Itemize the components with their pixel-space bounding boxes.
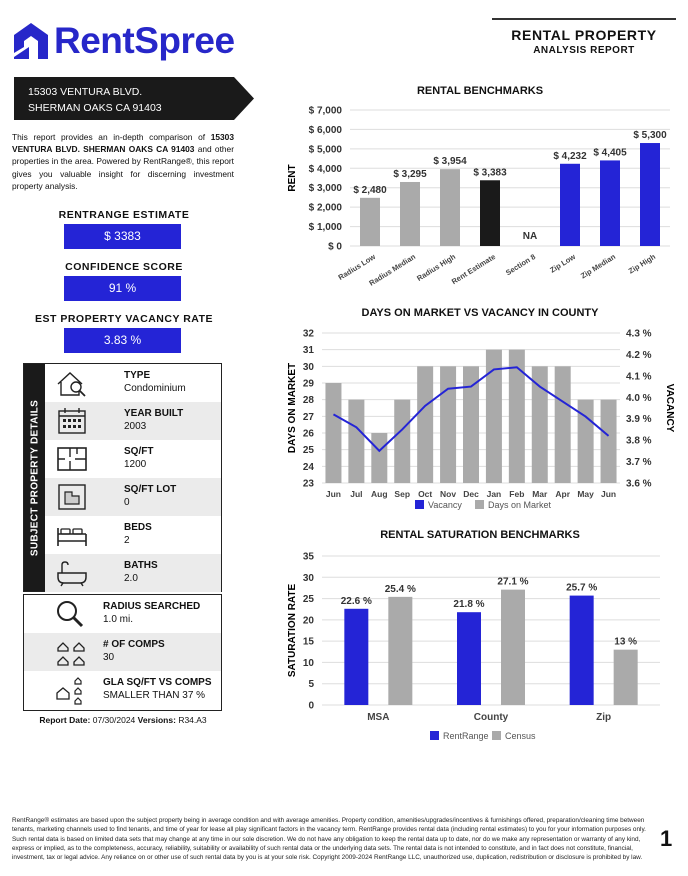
- calendar-icon: [55, 406, 89, 436]
- y-tick-label: 30: [302, 572, 314, 584]
- gla-compare-icon: [54, 675, 88, 705]
- magnifier-icon: [54, 599, 88, 629]
- report-title-block: [492, 18, 676, 56]
- x-tick-label: Zip: [596, 712, 612, 723]
- vacancy-rate-value: 3.83 %: [64, 328, 181, 353]
- search-label: RADIUS SEARCHED: [103, 601, 201, 612]
- search-value: SMALLER THAN 37 %: [103, 690, 206, 701]
- y-tick-label: 26: [302, 428, 314, 440]
- report-date-line: Report Date: 07/30/2024 Versions: R34.A3: [39, 715, 207, 725]
- detail-row-sqft: [45, 440, 221, 478]
- bar: [348, 400, 364, 483]
- bar: [570, 596, 594, 705]
- bar: [560, 164, 580, 246]
- search-row-gla: [24, 671, 221, 709]
- data-label: 25.4 %: [384, 583, 416, 595]
- rentrange-estimate-value: $ 3383: [64, 224, 181, 249]
- chart2-title: DAYS ON MARKET VS VACANCY IN COUNTY: [361, 307, 599, 319]
- detail-value: 1200: [124, 459, 147, 470]
- subject-property-details: [23, 363, 222, 592]
- details-side-bar: [24, 364, 45, 591]
- y-tick-label: 29: [302, 378, 314, 390]
- bar: [388, 597, 412, 705]
- intro-text-post: and other properties in the area. Powered by RentRange®, this report gives you valuable insight for discerning investment property analysis.: [12, 144, 235, 191]
- y-tick-label: $ 2,000: [308, 202, 342, 214]
- rental-benchmarks-chart: [280, 100, 680, 300]
- y-tick-label: 20: [302, 615, 314, 627]
- x-tick-label: Oct: [418, 489, 433, 499]
- detail-label: SQ/FT LOT: [124, 484, 177, 495]
- detail-row-baths: [45, 554, 221, 592]
- houses-icon: [54, 637, 88, 667]
- x-tick-label: Jul: [350, 489, 363, 499]
- intro-text-pre: This report provides an in-depth comparison of: [12, 132, 211, 142]
- address-line2: SHERMAN OAKS CA 91403: [28, 102, 162, 114]
- bar: [344, 609, 368, 705]
- x-tick-label: Feb: [509, 489, 525, 499]
- x-tick-label: Aug: [371, 489, 388, 499]
- lot-icon: [55, 482, 89, 512]
- bar: [360, 198, 380, 246]
- y-tick-label: 25: [302, 445, 314, 457]
- x-tick-label: Zip Median: [579, 252, 618, 281]
- detail-label: BATHS: [124, 560, 158, 571]
- bar: [394, 400, 410, 483]
- bar: [501, 590, 525, 705]
- data-label: $ 3,295: [393, 168, 427, 180]
- intro-text-address: 15303 VENTURA BLVD. SHERMAN OAKS CA 91403: [12, 132, 234, 155]
- bed-icon: [55, 520, 89, 550]
- y-axis-label: DAYS ON MARKET: [287, 362, 298, 454]
- chart3-title: RENTAL SATURATION BENCHMARKS: [380, 529, 580, 541]
- y-tick-label: $ 7,000: [308, 105, 342, 117]
- y2-tick-label: 4.2 %: [626, 349, 652, 361]
- bar: [555, 366, 571, 483]
- x-tick-label: Jan: [486, 489, 502, 499]
- y-tick-label: 24: [302, 461, 314, 473]
- bar: [614, 650, 638, 705]
- x-tick-label: Sep: [394, 489, 411, 499]
- rentspree-logo-icon: [12, 21, 50, 61]
- y-axis-label: RENT: [287, 164, 298, 192]
- x-tick-label: Section 8: [504, 252, 538, 278]
- x-tick-label: Rent Estimate: [449, 252, 498, 287]
- search-summary: [23, 594, 222, 711]
- disclaimer-footer: RentRange® estimates are based upon the subject property being in average condition and with average amenities. Property condition, amenities/upgrades/incentives & furnishings offered, preparation/cleaning time between tenants, marketing channels used to find tenants, and time of year for lease all play significant factors in the vacancy term. RentRange provides rental data (including rental estimates) to you for your information purposes only. Such rental data is based on limited data sets that may change at any time in our sole discretion. We do not have any obligation to keep the rental data up to date, nor do we make any representation or warranty of any kind, express or implied, as to the completeness, accuracy, reliability, suitability or availability of such rental data or the underlying data sets. The rental data is not intended to constitute, and in fact does not constitute, financial, investment, tax or legal advice. Any reliance on or other use of such rental data by you is at your sole risk. Copyright 2009-2024 RentRange LLC, unauthorized use, duplication, redistribution or disclosure is prohibited by law.: [12, 817, 646, 862]
- data-label: $ 3,954: [433, 156, 467, 168]
- y-tick-label: 15: [302, 636, 314, 648]
- search-value: 1.0 mi.: [103, 614, 134, 625]
- floorplan-icon: [55, 444, 89, 474]
- intro-paragraph: [12, 131, 234, 192]
- address-banner: [14, 77, 254, 120]
- detail-row-sqft-lot: [45, 478, 221, 516]
- bar: [601, 400, 617, 483]
- report-date-label: Report Date: [39, 715, 88, 725]
- search-row-comps: [24, 633, 221, 671]
- y-tick-label: 30: [302, 361, 314, 373]
- report-version-value: R34.A3: [178, 715, 207, 725]
- detail-label: SQ/FT: [124, 446, 154, 457]
- search-label: GLA SQ/FT VS COMPS: [103, 677, 212, 688]
- bathtub-icon: [55, 558, 89, 588]
- y2-tick-label: 3.6 %: [626, 478, 652, 490]
- y2-tick-label: 3.7 %: [626, 457, 652, 469]
- y2-tick-label: 4.1 %: [626, 371, 652, 383]
- legend-swatch: [475, 500, 484, 509]
- y-tick-label: 10: [302, 657, 314, 669]
- bar: [480, 180, 500, 246]
- x-tick-label: Apr: [555, 489, 571, 499]
- bar: [400, 182, 420, 246]
- data-label: 21.8 %: [453, 599, 485, 611]
- detail-row-beds: [45, 516, 221, 554]
- x-tick-label: Zip High: [626, 252, 658, 276]
- y-tick-label: 23: [302, 478, 314, 490]
- y-tick-label: 27: [302, 411, 314, 423]
- legend-swatch: [415, 500, 424, 509]
- bar: [440, 366, 456, 483]
- legend-label: Census: [505, 731, 536, 741]
- x-tick-label: Radius Low: [336, 252, 378, 283]
- brand-name: RentSpree: [54, 20, 235, 61]
- detail-label: BEDS: [124, 522, 152, 533]
- y2-tick-label: 4.3 %: [626, 328, 652, 340]
- y-tick-label: 31: [302, 345, 314, 357]
- search-label: # OF COMPS: [103, 639, 165, 650]
- y-tick-label: $ 4,000: [308, 163, 342, 175]
- y-tick-label: 0: [308, 700, 314, 712]
- report-subtitle: ANALYSIS REPORT: [533, 45, 635, 56]
- y-tick-label: 32: [302, 328, 314, 340]
- y-tick-label: $ 1,000: [308, 222, 342, 234]
- x-tick-label: Zip Low: [548, 252, 578, 275]
- detail-value: Condominium: [124, 383, 186, 394]
- detail-label: TYPE: [124, 370, 151, 381]
- y-tick-label: $ 6,000: [308, 124, 342, 136]
- confidence-score-label: CONFIDENCE SCORE: [65, 261, 183, 273]
- search-row-radius: [24, 595, 221, 633]
- y-tick-label: 5: [308, 679, 314, 691]
- bar: [325, 383, 341, 483]
- rentrange-estimate-label: RENTRANGE ESTIMATE: [58, 209, 190, 221]
- legend-swatch: [492, 731, 501, 740]
- y-tick-label: $ 5,000: [308, 144, 342, 156]
- x-tick-label: Jun: [325, 489, 342, 499]
- bar: [463, 366, 479, 483]
- x-tick-label: Dec: [463, 489, 479, 499]
- bar: [457, 612, 481, 705]
- bar: [417, 366, 433, 483]
- data-label: $ 4,232: [553, 150, 587, 162]
- bar: [371, 433, 387, 483]
- house-search-icon: [55, 368, 89, 398]
- details-side-title: SUBJECT PROPERTY DETAILS: [29, 399, 40, 556]
- y-tick-label: $ 0: [328, 241, 342, 253]
- y2-axis-label: VACANCY: [664, 383, 675, 433]
- data-label: 25.7 %: [566, 582, 598, 594]
- page-number: 1: [660, 826, 673, 851]
- x-tick-label: Nov: [440, 489, 457, 499]
- chart1-title: RENTAL BENCHMARKS: [416, 85, 544, 97]
- y-tick-label: $ 3,000: [308, 183, 342, 195]
- y-tick-label: 28: [302, 395, 314, 407]
- data-label: 27.1 %: [497, 576, 529, 588]
- bar: [532, 366, 548, 483]
- detail-value: 2003: [124, 421, 147, 432]
- legend-swatch: [430, 731, 439, 740]
- y2-tick-label: 3.9 %: [626, 414, 652, 426]
- data-label: 22.6 %: [340, 595, 372, 607]
- days-vacancy-chart: [280, 322, 680, 522]
- brand-logo: [12, 16, 252, 66]
- x-tick-label: MSA: [367, 712, 390, 723]
- saturation-chart: [280, 544, 680, 750]
- y-tick-label: 25: [302, 594, 314, 606]
- data-label: $ 4,405: [593, 147, 627, 159]
- data-label: NA: [522, 231, 538, 242]
- legend-label: Days on Market: [488, 500, 552, 510]
- bar: [509, 350, 525, 483]
- vacancy-rate-label: EST PROPERTY VACANCY RATE: [35, 313, 213, 325]
- y2-tick-label: 3.8 %: [626, 435, 652, 447]
- x-tick-label: May: [577, 489, 594, 499]
- y-axis-label: SATURATION RATE: [287, 583, 298, 678]
- confidence-score-value: 91 %: [64, 276, 181, 301]
- y2-tick-label: 4.0 %: [626, 392, 652, 404]
- detail-value: 2: [124, 535, 130, 546]
- detail-label: YEAR BUILT: [124, 408, 184, 419]
- detail-value: 0: [124, 497, 130, 508]
- detail-row-year-built: [45, 402, 221, 440]
- bar: [600, 160, 620, 246]
- detail-value: 2.0: [124, 573, 138, 584]
- bar: [440, 169, 460, 246]
- y-tick-label: 35: [302, 551, 314, 563]
- data-label: 13 %: [614, 636, 638, 648]
- bar: [640, 143, 660, 246]
- x-tick-label: Radius Median: [367, 252, 418, 288]
- address-line1: 15303 VENTURA BLVD.: [28, 86, 143, 98]
- report-title: RENTAL PROPERTY: [511, 27, 657, 43]
- data-label: $ 2,480: [353, 184, 387, 196]
- report-version-label: Versions: [137, 715, 174, 725]
- search-value: 30: [103, 652, 115, 663]
- report-date-value: 07/30/2024: [92, 715, 136, 725]
- x-tick-label: Mar: [532, 489, 548, 499]
- legend-label: RentRange: [443, 731, 489, 741]
- data-label: $ 3,383: [473, 167, 507, 179]
- data-label: $ 5,300: [633, 130, 667, 142]
- detail-row-type: [45, 364, 221, 402]
- x-tick-label: County: [473, 712, 509, 723]
- legend-label: Vacancy: [428, 500, 462, 510]
- x-tick-label: Jun: [600, 489, 617, 499]
- x-tick-label: Radius High: [415, 252, 458, 283]
